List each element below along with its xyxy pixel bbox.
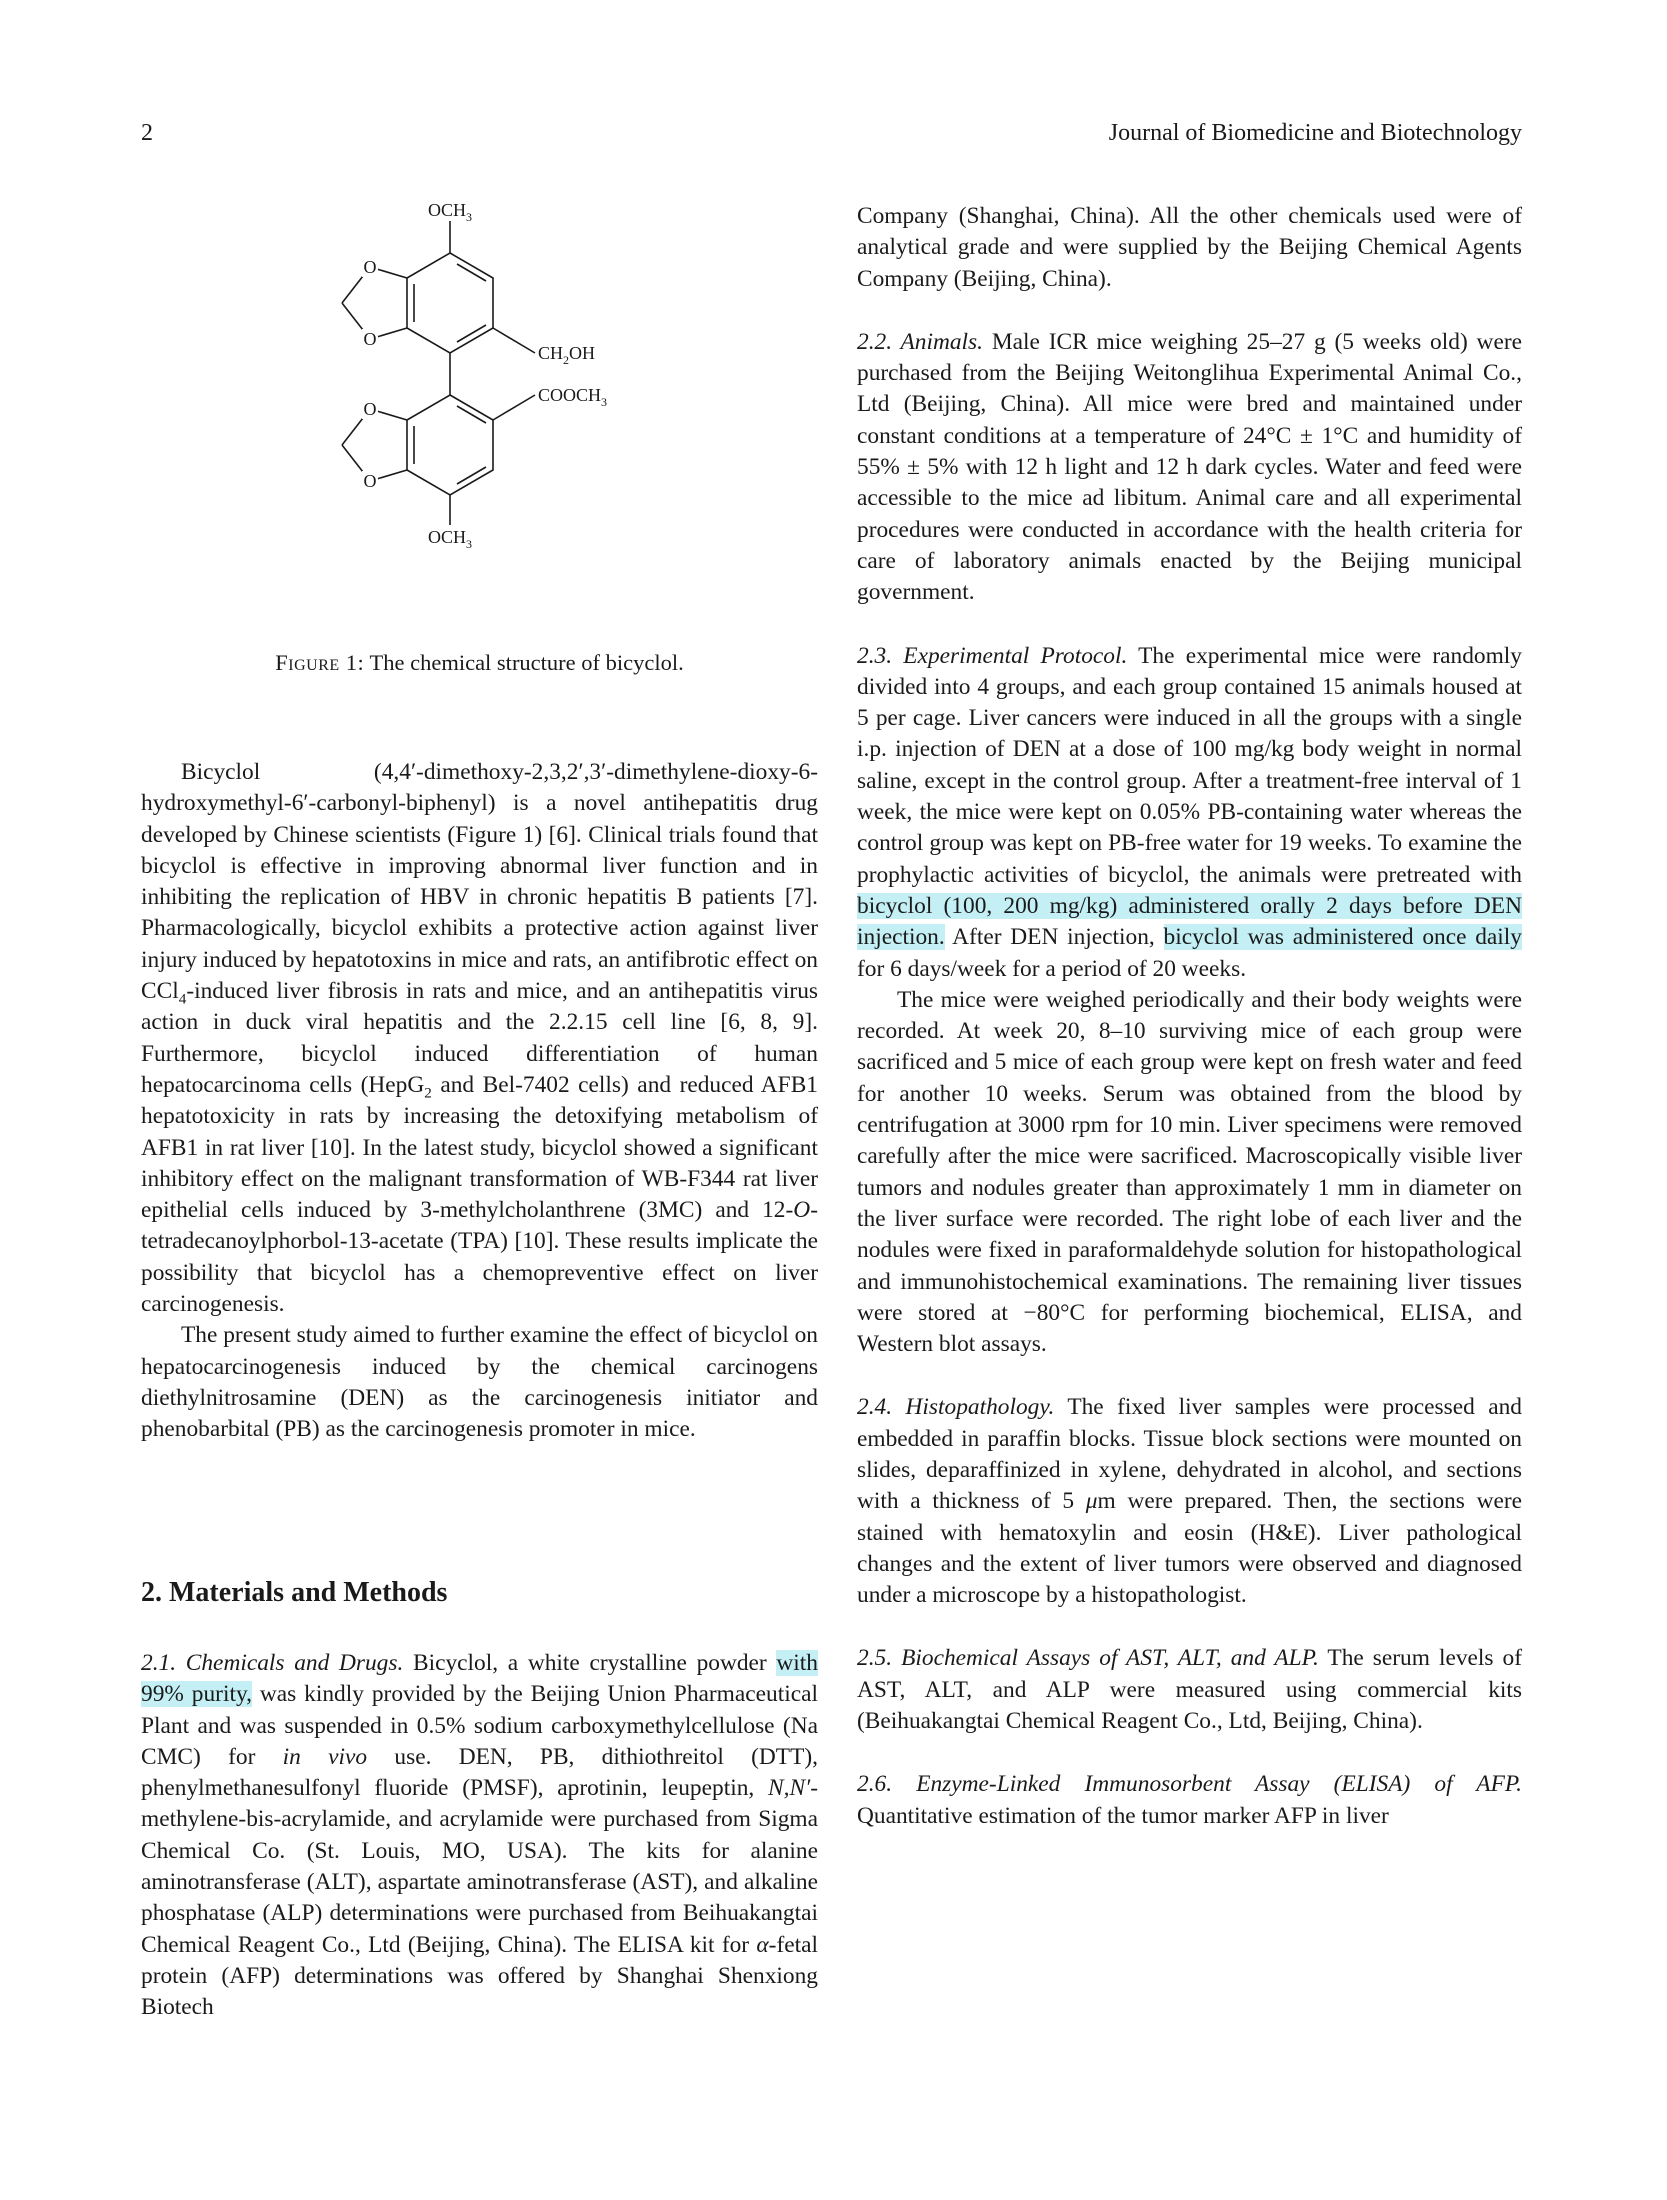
journal-title: Journal of Biomedicine and Biotechnology bbox=[1108, 120, 1522, 146]
subsection-title: 2.1. Chemicals and Drugs. bbox=[141, 1650, 404, 1676]
subsection-title: 2.3. Experimental Protocol. bbox=[857, 642, 1128, 669]
section-2-5: 2.5. Biochemical Assays of AST, ALT, and ALP. The serum levels of AST, ALT, and ALP were measured using commercial kits (Beihuakangtai Chemical Reagent Co., Ltd, Beijing, China). bbox=[857, 1645, 1523, 1735]
section-2-6: 2.6. Enzyme-Linked Immunosorbent Assay (ELISA) of AFP. Quantitative estimation of the tumor marker AFP in liver bbox=[857, 1771, 1522, 1829]
section-heading: 2. Materials and Methods bbox=[141, 1577, 448, 1608]
chemicals-and-drugs-section bbox=[141, 1648, 818, 2024]
ring-oxygen-labels bbox=[364, 257, 377, 491]
subsection-title: 2.5. Biochemical Assays of AST, ALT, and ALP. bbox=[857, 1645, 1319, 1672]
section-2-2: 2.2. Animals. Male ICR mice weighing 25–27 g (5 weeks old) were purchased from the Beijing Weitonglihua Experimental Animal Co., Ltd (Beijing, China). All mice were bred and maintained under constant conditions at a temperature of 24°C ± 1°C and humidity of 55% ± 5% with 12 h light and 12 h dark cycles. Water and feed were accessible to the mice ad libitum. Animal care and all experimental procedures were conducted in accordance with the health criteria for care of laboratory animals enacted by the Beijing municipal government. bbox=[857, 328, 1523, 606]
hydroxymethyl-label: $CH_2OH$ bbox=[538, 343, 596, 367]
figure-caption bbox=[141, 648, 818, 678]
right-column bbox=[857, 201, 1522, 1832]
section-2-1: 2.1. Chemicals and Drugs. Bicyclol, a white crystalline powder with 99% purity, was kindly provided by the Beijing Union Pharmaceutical Plant and was suspended in 0.5% sodium carboxymethylcellulose (Na CMC) for in vivo use. DEN, PB, dithiothreitol (DTT), phenylmethanesulfonyl fluoride (PMSF), aprotinin, leupeptin, N,N′-methylene-bis-acrylamide, and acrylamide were purchased from Sigma Chemical Co. (St. Louis, MO, USA). The kits for alanine aminotransferase (ALT), aspartate aminotransferase (AST), and alkaline phosphatase (ALP) determinations were purchased from Beihuakangtai Chemical Reagent Co., Ltd (Beijing, China). The ELISA kit for α-fetal protein (AFP) determinations was offered by Shanghai Shenxiong Biotech bbox=[141, 1650, 819, 2021]
intro-paragraph-2: The present study aimed to further examine the effect of bicyclol on hepatocarcinogenesis induced by the chemical carcinogens diethylnitrosamine (DEN) as the carcinogenesis initiator and phenobarbital (PB) as the carcinogenesis promoter in mice. bbox=[141, 1322, 818, 1443]
highlighted-text: bicyclol was administered once daily bbox=[1163, 924, 1522, 951]
chemical-structure-figure bbox=[230, 195, 730, 635]
svg-text:O: O bbox=[363, 399, 377, 419]
section-2-3: 2.3. Experimental Protocol. The experimental mice were randomly divided into 4 groups, and each group contained 15 animals housed at 5 per cage. Liver cancers were induced in all the groups with a single i.p. injection of DEN at a dose of 100 mg/kg body weight in normal saline, except in the control group. After a treatment-free interval of 1 week, the mice were kept on 0.05% PB-containing water whereas the control group was kept on PB-free water for 19 weeks. To examine the prophylactic activities of bicyclol, the animals were pretreated with bicyclol (100, 200 mg/kg) administered orally 2 days before DEN injection. After DEN injection, bicyclol was administered once daily for 6 days/week for a period of 20 weeks. bbox=[857, 642, 1522, 982]
section-2-4: 2.4. Histopathology. The fixed liver samples were processed and embedded in paraffin blocks. Tissue block sections were mounted on slides, deparaffinized in xylene, dehydrated in alcohol, and sections with a thickness of 5 μm were prepared. Then, the sections were stained with hematoxylin and eosin (H&E). Liver pathological changes and the extent of liver tumors were observed and diagnosed under a microscope by a histopathologist. bbox=[857, 1394, 1523, 1609]
methoxy-bottom-label: $OCH_3$ bbox=[427, 527, 473, 551]
section-2-1-continuation: Company (Shanghai, China). All the other chemicals used were of analytical grade and were supplied by the Beijing Chemical Agents Company (Beijing, China). bbox=[857, 203, 1522, 292]
subsection-title: 2.6. Enzyme-Linked Immunosorbent Assay (ELISA) of AFP. bbox=[857, 1771, 1522, 1798]
svg-text:O: O bbox=[363, 257, 377, 277]
svg-text:O: O bbox=[363, 329, 377, 349]
page-number: 2 bbox=[141, 120, 153, 146]
subsection-title: 2.2. Animals. bbox=[857, 328, 984, 355]
svg-text:O: O bbox=[363, 471, 377, 491]
subsection-title: 2.4. Histopathology. bbox=[857, 1394, 1055, 1421]
highlighted-text: with 99% purity, bbox=[141, 1650, 818, 1708]
intro-paragraph-1: Bicyclol (4,4′-dimethoxy-2,3,2′,3′-dimethylene-dioxy-6-hydroxymethyl-6′-carbonyl-biphenyl) is a novel antihepatitis drug developed by Chinese scientists (Figure 1) [6]. Clinical trials found that bicyclol is effective in improving abnormal liver function and in inhibiting the replication of HBV in chronic hepatitis B patients [7]. Pharmacologically, bicyclol exhibits a protective action against liver injury induced by hepatotoxins in mice and rats, an antifibrotic effect on CCl$_4$-induced liver fibrosis in rats and mice, and an antihepatitis virus action in duck viral hepatitis and the 2.2.15 cell line [6, 8, 9]. Furthermore, bicyclol induced differentiation of human hepatocarcinoma cells (HepG$_2$ and Bel-7402 cells) and reduced AFB1 hepatotoxicity in rats by increasing the detoxifying metabolism of AFB1 in rat liver [10]. In the latest study, bicyclol showed a significant inhibitory effect on the malignant transformation of WB-F344 rat liver epithelial cells induced by 3-methylcholanthrene (3MC) and 12-O-tetradecanoylphorbol-13-acetate (TPA) [10]. These results implicate the possibility that bicyclol has a chemopreventive effect on liver carcinogenesis. bbox=[141, 759, 818, 1318]
introduction-text bbox=[141, 757, 818, 1446]
section-2-3-paragraph-2: The mice were weighed periodically and their body weights were recorded. At week 20, 8–10 surviving mice of each group were sacrificed and 5 mice of each group were kept on fresh water and feed for another 10 weeks. Serum was obtained from the blood by centrifugation at 3000 rpm for 10 min. Liver specimens were removed carefully after the mice were sacrificed. Macroscopically visible liver tumors and nodules greater than approximately 1 mm in diameter on the liver surface were recorded. The right lobe of each liver and the nodules were fixed in paraformaldehyde solution for histopathological and immunohistochemical examinations. The remaining liver tissues were stored at −80°C for performing biochemical, ELISA, and Western blot assays. bbox=[857, 986, 1522, 1358]
figure-caption-label: Figure 1: bbox=[275, 650, 365, 675]
methyl-ester-label: $COOCH_3$ bbox=[538, 385, 608, 409]
methoxy-top-label: $OCH_3$ bbox=[427, 200, 473, 224]
highlighted-text: bicyclol (100, 200 mg/kg) administered orally 2 days before DEN injection. bbox=[857, 892, 1522, 951]
figure-caption-text: The chemical structure of bicyclol. bbox=[364, 650, 684, 675]
